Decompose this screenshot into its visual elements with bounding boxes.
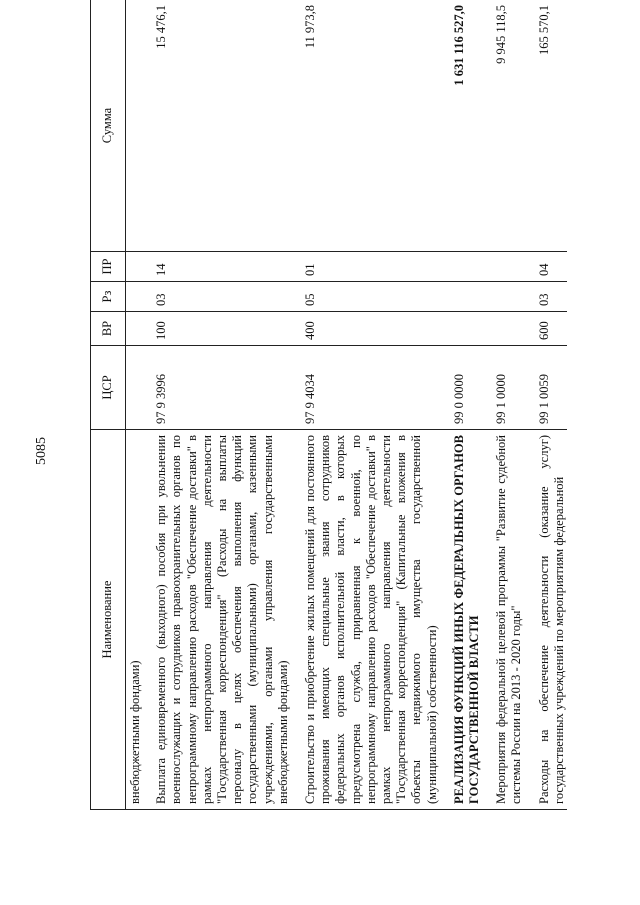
row-csr: 97 9 4034 — [294, 346, 443, 430]
row-sum — [126, 0, 152, 252]
row-pr: 04 — [528, 252, 567, 282]
row-name: внебюджетными фондами) — [126, 430, 152, 810]
row-vr — [126, 312, 152, 346]
header-rz: Рз — [91, 282, 126, 312]
row-vr — [485, 312, 527, 346]
row-rz: 03 — [528, 282, 567, 312]
header-name: Наименование — [91, 430, 126, 810]
row-rz — [485, 282, 527, 312]
row-pr: 14 — [151, 252, 294, 282]
row-csr: 99 0 0000 — [443, 346, 485, 430]
row-name: Строительство и приобретение жилых помещений для постоянного проживания имеющих специальные звания сотрудников федеральных органов исполнительной власти, в которых предусмотрена служба, приравненная к военной, по непрограммному направлению расходов "Обеспечение доставки" в рамках непрограммного направления деятельности "Государственная корреспонденция" (Капитальные вложения в объекты недвижимого имущества государственной (муниципальной) собственности) — [294, 430, 443, 810]
table-row — [294, 0, 443, 810]
row-sum: 1 631 116 527,0 — [443, 0, 485, 252]
row-name: Мероприятия федеральной целевой программы "Развитие судебной системы России на 2013 - 2020 годы" — [485, 430, 527, 810]
row-sum: 11 973,8 — [294, 0, 443, 252]
row-vr: 400 — [294, 312, 443, 346]
row-rz: 05 — [294, 282, 443, 312]
row-rz: 03 — [151, 282, 294, 312]
table-header-row — [91, 0, 126, 810]
table-row — [151, 0, 294, 810]
row-csr — [126, 346, 152, 430]
row-rz — [126, 282, 152, 312]
row-sum: 9 945 118,5 — [485, 0, 527, 252]
row-pr: 01 — [294, 252, 443, 282]
rotated-page — [90, 0, 600, 810]
table-row — [126, 0, 152, 810]
page-number: 5085 — [34, 437, 49, 465]
table-row — [443, 0, 485, 810]
row-pr — [126, 252, 152, 282]
header-pr: ПР — [91, 252, 126, 282]
row-pr — [485, 252, 527, 282]
row-name: Расходы на обеспечение деятельности (оказание услуг) государственных учреждений по мероприятиям федеральной — [528, 430, 567, 810]
row-vr — [443, 312, 485, 346]
header-vr: ВР — [91, 312, 126, 346]
budget-table — [90, 0, 567, 810]
table-row — [485, 0, 527, 810]
row-sum: 15 476,1 — [151, 0, 294, 252]
header-sum: Сумма — [91, 0, 126, 252]
row-vr: 600 — [528, 312, 567, 346]
header-csr: ЦСР — [91, 346, 126, 430]
row-name: РЕАЛИЗАЦИЯ ФУНКЦИЙ ИНЫХ ФЕДЕРАЛЬНЫХ ОРГАНОВ ГОСУДАРСТВЕННОЙ ВЛАСТИ — [443, 430, 485, 810]
row-csr: 99 1 0000 — [485, 346, 527, 430]
row-pr — [443, 252, 485, 282]
row-rz — [443, 282, 485, 312]
row-name: Выплата единовременного (выходного) пособия при увольнении военнослужащих и сотрудников правоохранительных органов по непрограммному направлению расходов "Обеспечение доставки" в рамках непрограммного направления деятельности "Государственная корреспонденция" (Расходы на выплаты персоналу в целях обеспечения выполнения функций государственными (муниципальными) органами, казенными учреждениями, органами управления государственными внебюджетными фондами) — [151, 430, 294, 810]
row-vr: 100 — [151, 312, 294, 346]
table-row — [528, 0, 567, 810]
row-sum: 165 570,1 — [528, 0, 567, 252]
row-csr: 99 1 0059 — [528, 346, 567, 430]
row-csr: 97 9 3996 — [151, 346, 294, 430]
